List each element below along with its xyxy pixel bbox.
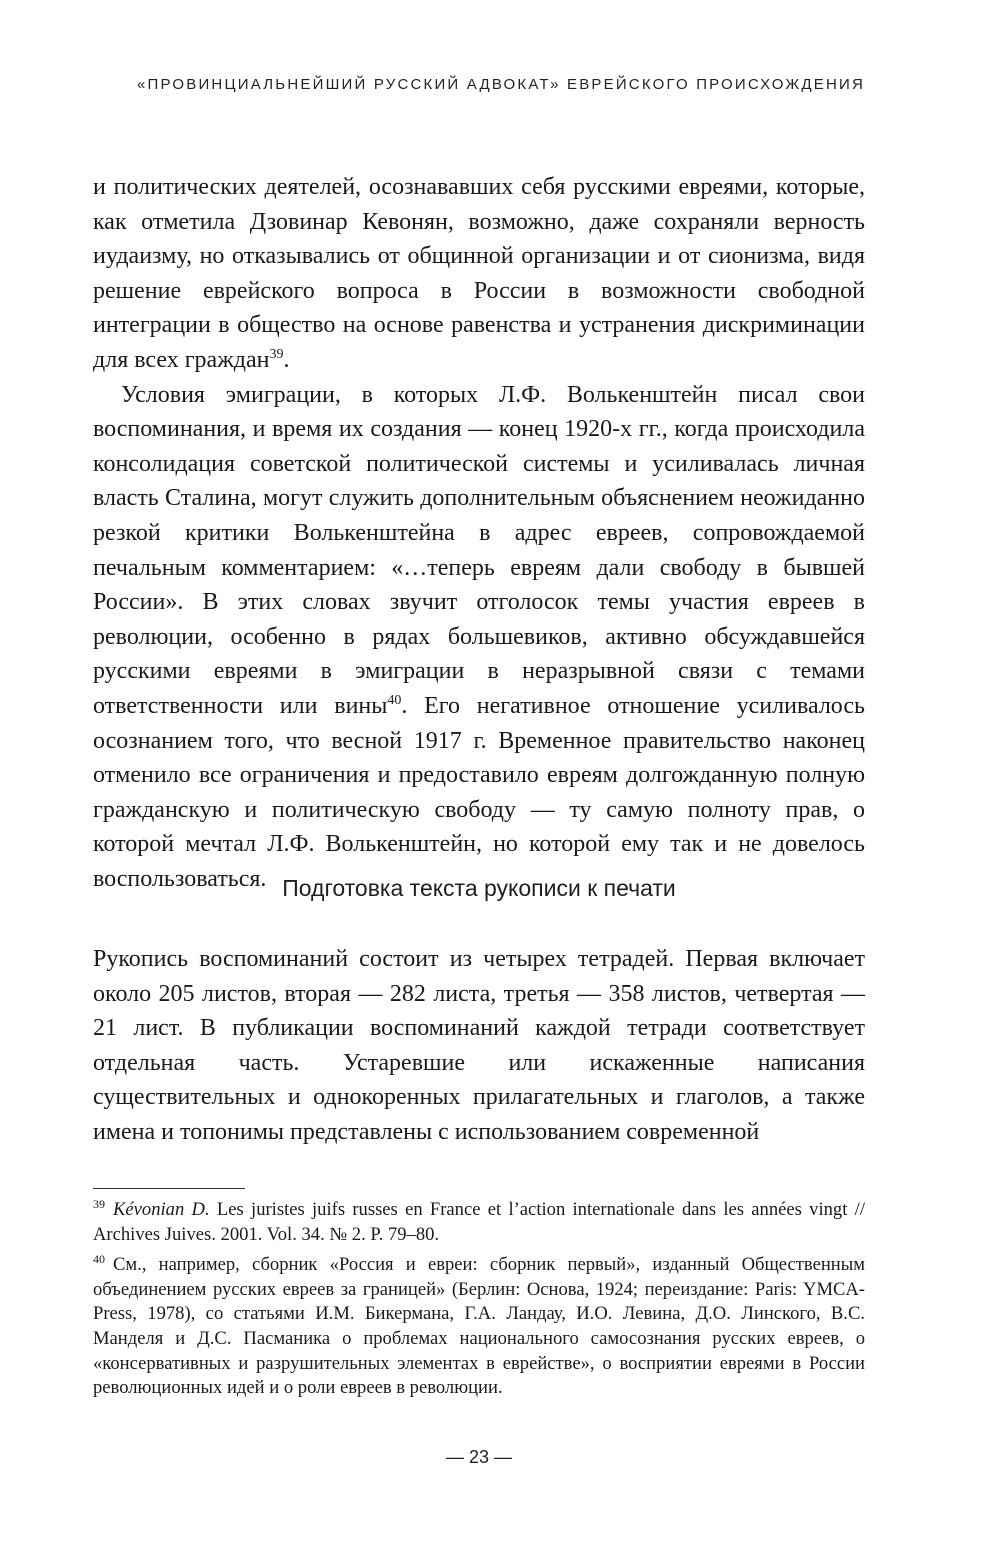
footnotes: [93, 1198, 865, 1407]
footnote-number: 40: [93, 1252, 105, 1266]
book-page: [93, 0, 865, 1552]
running-head: «ПРОВИНЦИАЛЬНЕЙШИЙ РУССКИЙ АДВОКАТ» ЕВРЕЙСКОГО ПРОИСХОЖДЕНИЯ: [136, 76, 865, 93]
page-number: — 23 —: [445, 1447, 513, 1467]
paragraph-2-text-a: Условия эмиграции, в которых Л.Ф. Волькенштейн писал свои воспоминания, и время их создания — конец 1920-х гг., когда происходила консолидация советской политической системы и усиливалась личная власть Сталина, могут служить дополнительным объяснением неожиданно резкой критики Волькенштейна в адрес евреев, сопровождаемой печальным комментарием: «…теперь евреям дали свободу в бывшей России». В этих словах звучит отголосок темы участия евреев в революции, особенно в рядах большевиков, активно обсуждавшейся русскими евреями в эмиграции в неразрывной связи с темами ответственности или вины: [93, 381, 865, 719]
paragraph-3: Рукопись воспоминаний состоит из четырех тетрадей. Первая включает около 205 листов, вторая — 282 листа, третья — 358 листов, четвертая — 21 лист. В публикации воспоминаний каждой тетради соответствует отдельная часть. Устаревшие или искаженные написания существительных и однокоренных прилагательных и глаголов, а также имена и топонимы представлены с использованием современной: [93, 946, 865, 1145]
section-text: [93, 942, 865, 1150]
paragraph-2: [93, 378, 865, 897]
paragraph-1-text: и политических деятелей, осознававших себя русскими евреями, которые, как отметила Дзовинар Кевонян, возможно, даже сохраняли верность иудаизму, но отказывались от общинной организации и от сионизма, видя решение еврейского вопроса в России в возможности свободной интеграции в общество на основе равенства и устранения дискриминации для всех граждан: [93, 174, 865, 373]
paragraph-2-text-b: . Его негативное отношение усиливалось осознанием того, что весной 1917 г. Временное правительство наконец отменило все ограничения и предоставило евреям долгожданную полную гражданскую и политическую свободу — ту самую полноту прав, о которой мечтал Л.Ф. Волькенштейн, но которой ему так и не довелось воспользоваться.: [93, 692, 865, 892]
paragraph-1-end: .: [283, 346, 290, 373]
footnote-text: Les juristes juifs russes en France et l’action internationale dans les années vingt // Archives Juives. 2001. Vol. 34. № 2. P. 79–80.: [93, 1199, 865, 1245]
footnote-text: См., например, сборник «Россия и евреи: сборник первый», изданный Общественным объединением русских евреев за границей» (Берлин: Основа, 1924; переиздание: Paris: YMCA-Press, 1978), со статьями И.М. Бикермана, Г.А. Ландау, И.О. Левина, Д.О. Линского, В.С. Манделя и Д.С. Пасманика о проблемах национального самосознания русских евреев, о «консервативных и разрушительных элементах в еврействе», о восприятии евреями в России революционных идей и о роли евреев в революции.: [93, 1254, 865, 1399]
section-heading: Подготовка текста рукописи к печати: [282, 875, 676, 901]
footnote-40: [93, 1253, 865, 1401]
main-text: [93, 170, 865, 896]
footnote-number: 39: [93, 1196, 105, 1211]
footnote-ref-39[interactable]: 39: [269, 346, 284, 362]
footnote-divider: [93, 1188, 245, 1189]
footnote-author: Kévonian D.: [113, 1199, 210, 1220]
footnote-39: [93, 1198, 865, 1247]
paragraph-1: [93, 170, 865, 378]
footnote-ref-40[interactable]: 40: [387, 692, 402, 708]
